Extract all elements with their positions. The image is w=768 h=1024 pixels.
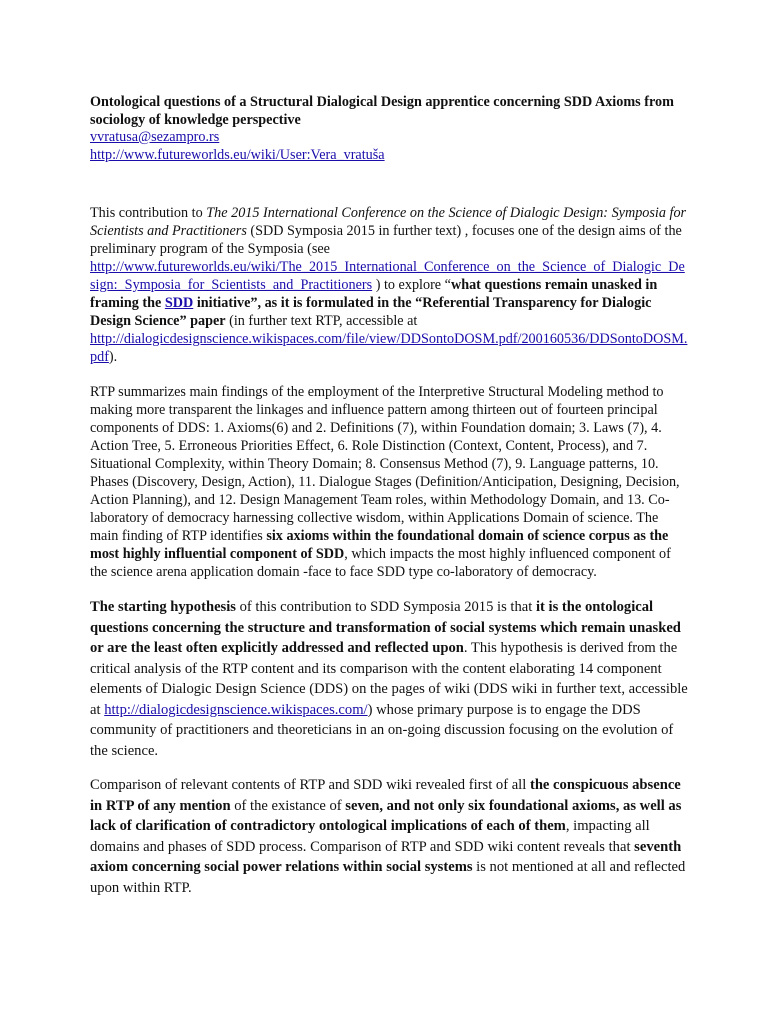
- comparison-bold-3: seventh axiom concerning social power relations within social systems: [90, 838, 682, 875]
- author-contact: [90, 129, 688, 164]
- comparison-text-3: , impacting all domains and phases of SDD process. Comparison of RTP and SDD wiki content reveals that: [90, 818, 650, 855]
- wiki-profile-link[interactable]: http://www.futureworlds.eu/wiki/User:Vera_vratuša: [90, 146, 385, 163]
- rtp-summary-bold: six axioms within the foundational domain of science corpus as the most highly influential component of SDD: [90, 528, 669, 562]
- conference-title: The 2015 International Conference on the Science of Dialogic Design: Symposia for Scientists and Practitioners: [90, 205, 687, 239]
- intro-text-4: (in further text RTP, accessible at: [225, 313, 418, 329]
- intro-text-5: ).: [108, 349, 118, 365]
- hypothesis-bold-1: The starting hypothesis: [90, 599, 236, 615]
- hypothesis-text-2: . This hypothesis is derived from the critical analysis of the RTP content and its comparison with the content elaborating 14 component elements of Dialogic Design Science (DDS) on the pages of wiki (DDS wiki in further text, accessible at: [90, 640, 688, 718]
- intro-text-2: (SDD Symposia 2015 in further text) , focuses one of the design aims of the preliminary program of the Symposia (see: [90, 223, 682, 257]
- hypothesis-text-3: ) whose primary purpose is to engage the DDS community of practitioners and theoreticians in an on-going discussion focusing on the evolution of the science.: [90, 701, 674, 759]
- conference-link[interactable]: http://www.futureworlds.eu/wiki/The_2015_International_Conference_on_the_Science_of_Dialogic_Design:_Symposia_for_Scientists_and_Practitioners: [90, 259, 685, 293]
- hypothesis-text-1: of this contribution to SDD Symposia 2015 is that: [235, 599, 536, 615]
- hypothesis-bold-2: it is the ontological questions concerning the structure and transformation of social systems which remain unasked or are the least often explicitly addressed and reflected upon: [90, 599, 681, 656]
- rtp-pdf-link[interactable]: http://dialogicdesignscience.wikispaces.com/file/view/DDSontoDOSM.pdf/200160536/DDSontoDOSM.pdf: [90, 331, 688, 365]
- paragraph-comparison: [90, 775, 688, 898]
- intro-text-1: This contribution to: [90, 205, 207, 221]
- document-title: Ontological questions of a Structural Dialogical Design apprentice concerning SDD Axioms from sociology of knowledge perspective: [90, 94, 674, 128]
- comparison-bold-2: seven, and not only six foundational axioms, as well as lack of clarification of contradictory ontological implications of each of them: [90, 797, 682, 834]
- paragraph-rtp-summary: [90, 383, 688, 581]
- rtp-summary-text-2: , which impacts the most highly influenced component of the science arena application domain -face to face SDD type co-laboratory of democracy.: [90, 546, 671, 580]
- email-link[interactable]: vvratusa@sezampro.rs: [90, 129, 220, 145]
- comparison-text-4: is not mentioned at all and reflected upon within RTP.: [90, 859, 686, 896]
- rtp-summary-text-1: RTP summarizes main findings of the employment of the Interpretive Structural Modeling method to making more transparent the linkages and influence pattern among thirteen out of fourteen principal components of DDS: 1. Axioms(6) and 2. Definitions (7), within Foundation domain; 3. Laws (7), 4. Action Tree, 5. Erroneous Priorities Effect, 6. Role Distinction (Context, Content, Process), and 7. Situational Complexity, within Theory Domain; 8. Consensus Method (7), 9. Language patterns, 10. Phases (Discovery, Design, Action), 11. Dialogue Stages (Definition/Anticipation, Designing, Decision, Action Planning), and 12. Design Management Team roles, within Methodology Domain, and 13. Co-laboratory of democracy harnessing collective wisdom, within Applications Domain of science. The main finding of RTP identifies: [90, 384, 680, 544]
- intro-bold-2: initiative”, as it is formulated in the “Referential Transparency for Dialogic Design Science” paper: [90, 295, 652, 329]
- intro-bold-1: what questions remain unasked in framing the: [90, 277, 658, 311]
- comparison-text-1: Comparison of relevant contents of RTP and SDD wiki revealed first of all: [90, 777, 530, 793]
- comparison-text-2: of the existance of: [230, 797, 346, 814]
- sdd-link[interactable]: SDD: [164, 295, 194, 311]
- intro-text-3: ) to explore “: [372, 277, 451, 293]
- paragraph-hypothesis: [90, 597, 688, 761]
- comparison-bold-1: the conspicuous absence in RTP of any mention: [90, 777, 681, 814]
- dds-wiki-link[interactable]: http://dialogicdesignscience.wikispaces.com/: [104, 701, 368, 718]
- paragraph-intro: [90, 204, 688, 366]
